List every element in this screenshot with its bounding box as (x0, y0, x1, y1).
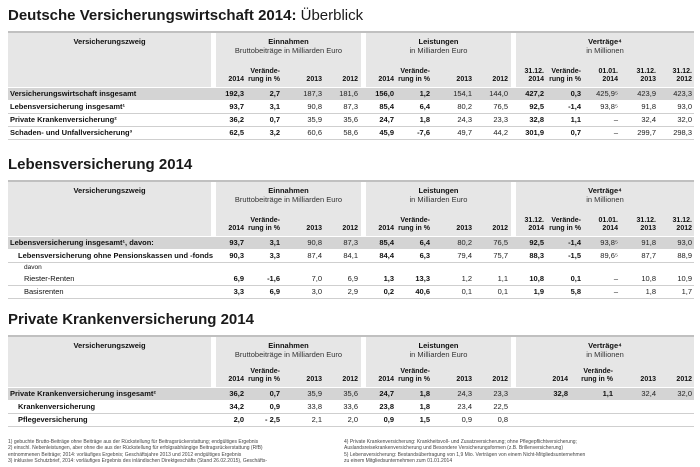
group-subtitle-contracts: in Millionen (586, 195, 624, 204)
row-value: 192,3 (225, 89, 244, 98)
row-value: 49,7 (457, 128, 472, 137)
row-value: 35,9 (307, 389, 322, 398)
row-value: – (613, 115, 618, 124)
row-value: 1,8 (419, 115, 430, 124)
row-value: 1,5 (419, 415, 430, 424)
group-header-revenue (216, 341, 361, 359)
row-value: 32,0 (677, 115, 692, 124)
row-value: 88,3 (529, 251, 544, 260)
row-value: 3,1 (269, 102, 280, 111)
row-value: 90,8 (307, 238, 322, 247)
subheader-date: 2013 (640, 225, 656, 232)
group-subtitle-revenue: Bruttobeiträge in Milliarden Euro (234, 350, 343, 359)
subheader-change: rung in % (248, 376, 280, 383)
row-value: 32,4 (641, 389, 656, 398)
row-value: 0,1 (461, 287, 472, 296)
group-title-revenue: Einnahmen (268, 37, 309, 46)
row-value: 3,2 (269, 128, 280, 137)
row-label: Lebensversicherung insgesamt¹, davon: (10, 238, 154, 247)
section-title-health: Private Krankenversicherung 2014 (8, 311, 254, 328)
row-value: 0,9 (269, 402, 280, 411)
row-value: 0,1 (497, 287, 508, 296)
row-value: 87,7 (641, 251, 656, 260)
row-value: 93,8⁵ (600, 238, 618, 247)
table-row (8, 127, 694, 139)
row-value: 6,4 (419, 238, 430, 247)
row-value: 1,7 (681, 287, 692, 296)
row-value: 92,5 (529, 238, 544, 247)
row-value: 88,9 (677, 251, 692, 260)
row-value: 24,7 (379, 115, 394, 124)
subheader-date: 31.12. (672, 68, 692, 75)
row-value: 3,3 (233, 287, 244, 296)
group-header-revenue (216, 186, 361, 204)
row-value: 2,0 (347, 415, 358, 424)
row-value: 0,9 (383, 415, 394, 424)
subheader-year: 2013 (306, 76, 322, 83)
row-value: 32,4 (641, 115, 656, 124)
row-value: 0,8 (497, 415, 508, 424)
row-value: 75,7 (493, 251, 508, 260)
row-label: Pflegeversicherung (18, 415, 88, 424)
group-header-benefits (366, 37, 511, 55)
row-value: 6,9 (233, 274, 244, 283)
row-value: 33,8 (307, 402, 322, 411)
subheader-year: 2013 (456, 376, 472, 383)
group-header-contracts (516, 37, 694, 55)
row-value: 34,2 (229, 402, 244, 411)
row-label: Lebensversicherung insgesamt¹ (10, 102, 126, 111)
row-value: 89,6⁵ (600, 251, 618, 260)
subheader-year: 2012 (492, 225, 508, 232)
row-label: Private Krankenversicherung² (10, 115, 117, 124)
subheader-change: rung in % (549, 76, 581, 83)
row-value: 36,2 (229, 115, 244, 124)
row-value: 1,1 (497, 274, 508, 283)
subheader-change: Verände- (551, 217, 581, 224)
row-value: 1,8 (645, 287, 656, 296)
subheader-date: 01.01. (598, 68, 618, 75)
row-value: 92,5 (529, 102, 544, 111)
subheader-change: rung in % (581, 376, 613, 383)
row-value: 35,6 (343, 389, 358, 398)
row-value: 154,1 (453, 89, 472, 98)
section-title-overview: Deutsche Versicherungswirtschaft 2014: Überblick (8, 7, 364, 24)
row-label: Versicherungswirtschaft insgesamt (10, 89, 137, 98)
group-subtitle-benefits: in Milliarden Euro (409, 46, 468, 55)
section-title-life: Lebensversicherung 2014 (8, 156, 193, 173)
row-value: 58,6 (343, 128, 358, 137)
row-value: - 2,5 (264, 415, 280, 424)
subheader-year: 2014 (552, 376, 568, 383)
group-header-contracts (516, 341, 694, 359)
row-value: 76,5 (493, 102, 508, 111)
table-row (8, 286, 694, 298)
group-header-contracts (516, 186, 694, 204)
row-value: 3,1 (269, 238, 280, 247)
table-row (8, 388, 694, 400)
group-subtitle-benefits: in Milliarden Euro (409, 195, 468, 204)
row-label: Riester-Renten (24, 274, 75, 283)
row-value: 84,4 (379, 251, 394, 260)
row-value: 2,0 (233, 415, 244, 424)
row-value: – (613, 128, 618, 137)
row-value: 298,3 (673, 128, 692, 137)
subheader-change: Verände- (400, 68, 430, 75)
row-value: 24,7 (379, 389, 394, 398)
subheader-change: Verände- (583, 368, 613, 375)
row-value: 24,3 (457, 115, 472, 124)
row-value: 32,8 (529, 115, 544, 124)
row-label: davon (24, 264, 42, 271)
row-value: 13,3 (415, 274, 430, 283)
row-value: 35,9 (307, 115, 322, 124)
row-value: 85,4 (379, 238, 394, 247)
table-row (8, 263, 694, 273)
row-value: -1,5 (568, 251, 581, 260)
subheader-date: 2013 (640, 76, 656, 83)
subheader-date: 31.12. (636, 68, 656, 75)
row-value: 1,8 (419, 402, 430, 411)
row-value: 1,1 (570, 115, 581, 124)
row-value: 144,0 (489, 89, 508, 98)
row-value: 32,8 (553, 389, 568, 398)
row-value: 187,3 (303, 89, 322, 98)
row-value: -1,4 (568, 238, 581, 247)
row-value: 90,8 (307, 102, 322, 111)
subheader-date: 2012 (676, 225, 692, 232)
row-value: 10,8 (529, 274, 544, 283)
row-value: – (613, 274, 618, 283)
subheader-change: Verände- (250, 368, 280, 375)
row-value: 1,2 (419, 89, 430, 98)
row-value: 10,8 (641, 274, 656, 283)
subheader-year: 2014 (378, 376, 394, 383)
group-subtitle-benefits: in Milliarden Euro (409, 350, 468, 359)
group-header-revenue (216, 37, 361, 55)
row-value: 0,3 (570, 89, 581, 98)
row-value: -7,6 (417, 128, 430, 137)
subheader-year: 2013 (456, 76, 472, 83)
row-value: 10,9 (677, 274, 692, 283)
subheader-date: 31.12. (524, 68, 544, 75)
table-row (8, 237, 694, 249)
group-title-contracts: Verträge⁴ (588, 37, 622, 46)
subheader-change: Verände- (551, 68, 581, 75)
row-value: 62,5 (229, 128, 244, 137)
group-title-benefits: Leistungen (418, 341, 459, 350)
row-value: 299,7 (637, 128, 656, 137)
row-value: 23,8 (379, 402, 394, 411)
row-value: 32,0 (677, 389, 692, 398)
subheader-year: 2013 (306, 225, 322, 232)
group-title-benefits: Leistungen (418, 37, 459, 46)
row-value: 1,1 (602, 389, 613, 398)
row-value: 3,3 (269, 251, 280, 260)
subheader-date: 31.12. (636, 217, 656, 224)
row-value: 22,5 (493, 402, 508, 411)
row-value: 76,5 (493, 238, 508, 247)
row-value: 87,3 (343, 102, 358, 111)
row-value: 87,4 (307, 251, 322, 260)
row-value: 80,2 (457, 102, 472, 111)
row-value: 0,1 (570, 274, 581, 283)
subheader-year: 2013 (640, 376, 656, 383)
subheader-change: rung in % (248, 76, 280, 83)
row-value: 90,3 (229, 251, 244, 260)
row-value: 93,0 (677, 102, 692, 111)
group-subtitle-contracts: in Millionen (586, 350, 624, 359)
group-title-contracts: Verträge⁴ (588, 341, 622, 350)
group-title-revenue: Einnahmen (268, 186, 309, 195)
row-value: 23,3 (493, 389, 508, 398)
table-row (8, 273, 694, 285)
row-value: 3,0 (311, 287, 322, 296)
table-row (8, 414, 694, 426)
row-value: 91,8 (641, 102, 656, 111)
group-title-contracts: Verträge⁴ (588, 186, 622, 195)
row-value: 1,3 (383, 274, 394, 283)
subheader-change: rung in % (398, 376, 430, 383)
subheader-year: 2012 (342, 376, 358, 383)
subheader-date: 2014 (602, 76, 618, 83)
subheader-date: 31.12. (524, 217, 544, 224)
row-divider (8, 426, 694, 427)
group-title-benefits: Leistungen (418, 186, 459, 195)
row-value: 23,3 (493, 115, 508, 124)
row-value: 79,4 (457, 251, 472, 260)
row-value: 85,4 (379, 102, 394, 111)
row-value: 2,9 (347, 287, 358, 296)
column-header-branch: Versicherungszweig (73, 341, 146, 350)
subheader-year: 2012 (492, 376, 508, 383)
row-value: 1,8 (419, 389, 430, 398)
row-value: 0,7 (570, 128, 581, 137)
row-value: 0,7 (269, 389, 280, 398)
group-header-benefits (366, 186, 511, 204)
table-row (8, 114, 694, 126)
table-row (8, 401, 694, 413)
group-subtitle-revenue: Bruttobeiträge in Milliarden Euro (234, 195, 343, 204)
row-label: Basisrenten (24, 287, 64, 296)
subheader-change: rung in % (549, 225, 581, 232)
group-title-revenue: Einnahmen (268, 341, 309, 350)
row-value: -1,4 (568, 102, 581, 111)
subheader-date: 01.01. (598, 217, 618, 224)
row-value: 2,7 (269, 89, 280, 98)
subheader-year: 2014 (228, 376, 244, 383)
subheader-year: 2012 (676, 376, 692, 383)
row-value: 33,6 (343, 402, 358, 411)
row-value: 35,6 (343, 115, 358, 124)
row-value: 84,1 (343, 251, 358, 260)
row-label: Private Krankenversicherung insgesamt² (10, 389, 156, 398)
group-subtitle-revenue: Bruttobeiträge in Milliarden Euro (234, 46, 343, 55)
subheader-year: 2014 (228, 76, 244, 83)
row-value: 44,2 (493, 128, 508, 137)
row-value: 36,2 (229, 389, 244, 398)
subheader-date: 2014 (528, 76, 544, 83)
row-value: 1,9 (533, 287, 544, 296)
subheader-change: Verände- (400, 368, 430, 375)
table-row (8, 250, 694, 262)
row-label: Schaden- und Unfallversicherung³ (10, 128, 133, 137)
row-value: 6,3 (419, 251, 430, 260)
row-value: 7,0 (311, 274, 322, 283)
row-value: 93,8⁵ (600, 102, 618, 111)
row-value: 6,4 (419, 102, 430, 111)
row-value: 80,2 (457, 238, 472, 247)
row-value: 93,0 (677, 238, 692, 247)
subheader-change: rung in % (398, 225, 430, 232)
row-value: 0,2 (383, 287, 394, 296)
row-value: 93,7 (229, 102, 244, 111)
row-value: 87,3 (343, 238, 358, 247)
row-value: 5,8 (570, 287, 581, 296)
footnotes-left: 1) gebuchte Brutto-Beiträge ohne Beiträge aus der Rückstellung für Beitragsrückerstattung; endgültiges Ergebnis 2) einschl. Nebenleistungen, aber ohne die aus der Rückstellung für erfolgsabhängige Beitragsrückerstattung (RfB) entnommenen Beiträge; 2014: vorläufiges Ergebnis; Geschäftsjahre 2013 und 2012 endgültiges Ergebnis 3) inklusive Schutzbrief, 2014: vorläufiges Ergebnis des inländischen Direktgeschäfts (Stand 26.02.2015), Geschäfts- (8, 439, 268, 464)
row-value: 427,2 (525, 89, 544, 98)
row-value: 301,9 (525, 128, 544, 137)
row-value: 91,8 (641, 238, 656, 247)
subheader-date: 31.12. (672, 217, 692, 224)
subheader-year: 2012 (342, 225, 358, 232)
row-value: 0,9 (461, 415, 472, 424)
row-value: 1,2 (461, 274, 472, 283)
column-header-branch: Versicherungszweig (73, 186, 146, 195)
subheader-date: 2014 (602, 225, 618, 232)
row-value: 24,3 (457, 389, 472, 398)
row-divider (8, 298, 694, 299)
table-row (8, 88, 694, 100)
subheader-change: Verände- (400, 217, 430, 224)
row-value: 6,9 (347, 274, 358, 283)
subheader-year: 2014 (228, 225, 244, 232)
row-label: Lebensversicherung ohne Pensionskassen und -fonds (18, 251, 214, 260)
row-value: 23,4 (457, 402, 472, 411)
subheader-year: 2014 (378, 225, 394, 232)
group-header-benefits (366, 341, 511, 359)
subheader-date: 2014 (528, 225, 544, 232)
row-value: 425,9⁵ (596, 89, 618, 98)
subheader-year: 2012 (492, 76, 508, 83)
subheader-change: Verände- (250, 68, 280, 75)
row-value: 6,9 (269, 287, 280, 296)
row-value: 423,9 (637, 89, 656, 98)
subheader-date: 2012 (676, 76, 692, 83)
subheader-year: 2013 (456, 225, 472, 232)
subheader-year: 2013 (306, 376, 322, 383)
row-value: 45,9 (379, 128, 394, 137)
column-header-branch: Versicherungszweig (73, 37, 146, 46)
row-value: -1,6 (267, 274, 280, 283)
row-value: 2,1 (311, 415, 322, 424)
row-value: 93,7 (229, 238, 244, 247)
row-value: 156,0 (375, 89, 394, 98)
row-value: 181,6 (339, 89, 358, 98)
subheader-year: 2012 (342, 76, 358, 83)
footnotes-right: 4) Private Krankenversicherung: Krankheitsvoll- und Zusatzversicherung; ohne Pflegepflichtversicherung; Auslandsreisekrankenversicherung und Besondere Versicherungsformen (z.B. Brillenversicherung) 5) Lebensversicherung: Bestandsübertragung von 1,9 Mio. Verträgen von einem Nicht-Mitgliedsunternehmen zu einem Mitgliedsunternehmen zum 01.01.2014 (344, 439, 586, 464)
row-value: 423,3 (673, 89, 692, 98)
row-label: Krankenversicherung (18, 402, 96, 411)
subheader-year: 2014 (378, 76, 394, 83)
subheader-change: rung in % (248, 225, 280, 232)
row-value: 40,6 (415, 287, 430, 296)
row-value: 60,6 (307, 128, 322, 137)
subheader-change: Verände- (250, 217, 280, 224)
row-divider (8, 139, 694, 140)
row-value: – (613, 287, 618, 296)
subheader-change: rung in % (398, 76, 430, 83)
table-row (8, 101, 694, 113)
row-value: 0,7 (269, 115, 280, 124)
group-subtitle-contracts: in Millionen (586, 46, 624, 55)
